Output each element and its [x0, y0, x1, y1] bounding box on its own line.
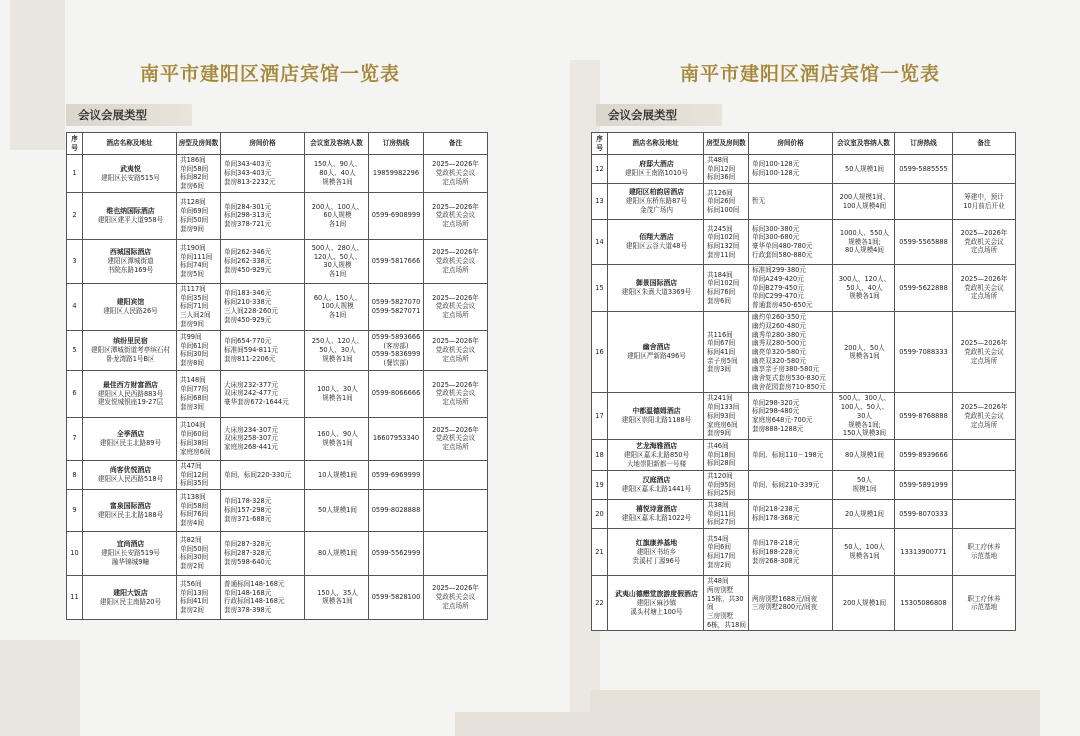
no-cell: 2 [67, 192, 83, 239]
price-cell: 单间284-301元 标间298-313元 套房378-721元 [221, 192, 305, 239]
hotel-name: 御景国际酒店 [635, 279, 678, 288]
note-cell: 2025—2026年 党政机关会议 定点场所 [953, 220, 1016, 265]
no-cell: 9 [67, 489, 83, 531]
hotel-name: 建阳区柏韵居酒店 [628, 188, 685, 197]
meet-cell: 200人、50人 规模各1间 [833, 312, 895, 393]
phone-cell: 0599-5893666 (客房部) 0599-5836999 (餐饮部) [369, 330, 424, 370]
column-header: 房型及房间数 [704, 133, 749, 155]
rooms-cell: 共47间 单间12间 标间35间 [177, 460, 221, 489]
section-badge: 会议会展类型 [66, 104, 192, 126]
note-cell: 2025—2026年 党政机关会议 定点场所 [953, 393, 1016, 440]
price-cell: 单间100-128元 标间100-128元 [749, 155, 833, 184]
phone-cell: 0599-8070333 [895, 500, 953, 529]
column-header: 序号 [67, 133, 83, 155]
table-row [592, 312, 1016, 393]
hotel-cell [608, 220, 704, 265]
meet-cell: 150人、90人、 80人、40人 规模各1间 [305, 155, 369, 193]
hotel-cell [83, 330, 177, 370]
hotel-name: 富泉国际酒店 [109, 501, 152, 510]
hotel-address: 建阳区长安路515号 [101, 173, 160, 182]
rooms-cell: 共241间 单间133间 标间93间 家庭房6间 套房9间 [704, 393, 749, 440]
no-cell: 8 [67, 460, 83, 489]
hotel-cell [83, 489, 177, 531]
phone-cell: 0599-5828100 [369, 575, 424, 619]
note-cell: 职工疗休养 示范基地 [953, 529, 1016, 576]
no-cell: 17 [592, 393, 608, 440]
meet-cell: 500人、300人、 100人、50人、 30人 规模各1间; 150人规模3间 [833, 393, 895, 440]
hotel-table [591, 132, 1016, 631]
table-row [592, 470, 1016, 499]
table-header-row [67, 133, 488, 155]
hotel-address: 建阳区东桥东路87号 金茂广场内 [625, 197, 688, 215]
hotel-address: 建阳区建平大道958号 [97, 216, 164, 225]
hotel-cell [608, 529, 704, 576]
rooms-cell: 共126间 单间26间 标间100间 [704, 184, 749, 220]
no-cell: 13 [592, 184, 608, 220]
note-cell [424, 531, 488, 575]
price-cell: 大床房234-307元 双床房258-307元 家庭房268-441元 [221, 417, 305, 460]
hotel-cell [83, 239, 177, 283]
note-cell: 职工疗休养 示范基地 [953, 576, 1016, 631]
column-header: 序号 [592, 133, 608, 155]
hotel-name: 中都温德姆酒店 [632, 407, 681, 416]
rooms-cell: 共99间 单间61间 标间30间 套房8间 [177, 330, 221, 370]
column-header: 订房热线 [895, 133, 953, 155]
price-cell: 标准间299-380元 单间A249-420元 单间B279-450元 单间C299-470元 普通套房450-650元 [749, 265, 833, 312]
table-row [67, 283, 488, 330]
hotel-name: 汉庭酒店 [642, 476, 671, 485]
hotel-cell [608, 312, 704, 393]
no-cell: 11 [67, 575, 83, 619]
table-row [592, 220, 1016, 265]
price-cell: 单间、标间210-339元 [749, 470, 833, 499]
column-header: 备注 [424, 133, 488, 155]
meet-cell: 80人规模1间 [305, 531, 369, 575]
hotel-address: 建阳区云谷大道48号 [625, 242, 688, 251]
no-cell: 12 [592, 155, 608, 184]
price-cell: 单间178-328元 标间157-298元 套房371-688元 [221, 489, 305, 531]
column-header: 酒店名称及地址 [83, 133, 177, 155]
hotel-cell [83, 575, 177, 619]
no-cell: 10 [67, 531, 83, 575]
phone-cell: 15305086808 [895, 576, 953, 631]
note-cell: 2025—2026年 党政机关会议 定点场所 [424, 239, 488, 283]
rooms-cell: 共116间 单间67间 标间41间 亲子房5间 套房3间 [704, 312, 749, 393]
no-cell: 22 [592, 576, 608, 631]
hotel-name: 佰翔大酒店 [639, 233, 674, 242]
hotel-address: 建阳区严新路496号 [627, 352, 686, 361]
meet-cell: 200人规模1间 [833, 576, 895, 631]
column-header: 房型及房间数 [177, 133, 221, 155]
hotel-cell [608, 500, 704, 529]
table-row [67, 155, 488, 193]
rooms-cell: 共104间 单间60间 标间38间 家庭房6间 [177, 417, 221, 460]
meet-cell: 500人、280人、 120人、50人、 30人规模 各1间 [305, 239, 369, 283]
hotel-cell [608, 576, 704, 631]
table-row [67, 192, 488, 239]
column-header: 房间价格 [749, 133, 833, 155]
price-cell: 单间343-403元 标间343-403元 套房813-2232元 [221, 155, 305, 193]
table-row [592, 576, 1016, 631]
hotel-name: 全季酒店 [116, 429, 145, 438]
rooms-cell: 共245间 单间102间 标间132间 套房11间 [704, 220, 749, 265]
phone-cell: 19859982296 [369, 155, 424, 193]
meet-cell: 50人、100人 规模各1间 [833, 529, 895, 576]
no-cell: 3 [67, 239, 83, 283]
meet-cell: 50人 规模1间 [833, 470, 895, 499]
table-row [592, 393, 1016, 440]
note-cell [953, 500, 1016, 529]
rooms-cell: 共48间 单间12间 标间36间 [704, 155, 749, 184]
meet-cell: 60人、150人、 100人规模 各1间 [305, 283, 369, 330]
rooms-cell: 共190间 单间111间 标间74间 套房5间 [177, 239, 221, 283]
rooms-cell: 共120间 单间95间 标间25间 [704, 470, 749, 499]
hotel-address: 建阳区麻沙镇 溪头村塘上100号 [630, 599, 683, 616]
rooms-cell: 共186间 单间58间 标间82间 套房6间 [177, 155, 221, 193]
phone-cell: 0599-5817666 [369, 239, 424, 283]
price-cell: 暂无 [749, 184, 833, 220]
phone-cell: 0599-7088333 [895, 312, 953, 393]
hotel-cell [83, 370, 177, 417]
hotel-address: 建阳区民主北路89号 [99, 439, 162, 448]
hotel-cell [83, 155, 177, 193]
price-cell: 普通标间148-168元 单间148-168元 行政标间148-168元 套房378-398元 [221, 575, 305, 619]
hotel-cell [83, 283, 177, 330]
note-cell: 筹建中，预计 10月前后开业 [953, 184, 1016, 220]
note-cell: 2025—2026年 党政机关会议 定点场所 [953, 265, 1016, 312]
hotel-address: 建阳区嘉禾北路1022号 [621, 514, 692, 523]
note-cell: 2025—2026年 党政机关会议 定点场所 [424, 417, 488, 460]
note-cell: 2025—2026年 党政机关会议 定点场所 [424, 330, 488, 370]
note-cell: 2025—2026年 党政机关会议 定点场所 [424, 155, 488, 193]
column-header: 酒店名称及地址 [608, 133, 704, 155]
hotel-cell [83, 192, 177, 239]
rooms-cell: 共54间 单间6间 标间17间 套房2间 [704, 529, 749, 576]
phone-cell: 0599-6908999 [369, 192, 424, 239]
hotel-name: 维也纳国际酒店 [106, 206, 155, 215]
rooms-cell: 共148间 单间77间 标间68间 套房3间 [177, 370, 221, 417]
table-row [592, 265, 1016, 312]
meet-cell: 200人规模1间、 100人规模4间 [833, 184, 895, 220]
table-row [67, 575, 488, 619]
hotel-address: 建阳区书坊乡 贵溪村丁源96号 [632, 548, 681, 565]
no-cell: 21 [592, 529, 608, 576]
hotel-name: 府邸大酒店 [639, 160, 674, 169]
rooms-cell: 共82间 单间50间 标间30间 套房2间 [177, 531, 221, 575]
meet-cell: 1000人、550人 规模各1间; 80人规模4间 [833, 220, 895, 265]
no-cell: 5 [67, 330, 83, 370]
hotel-cell [608, 393, 704, 440]
hotel-address: 建阳区潭城街道 书院东路169号 [107, 257, 154, 274]
note-cell: 2025—2026年 党政机关会议 定点场所 [424, 283, 488, 330]
phone-cell: 0599-5562999 [369, 531, 424, 575]
hotel-cell [608, 439, 704, 470]
note-cell [953, 155, 1016, 184]
hotel-table [66, 132, 488, 620]
no-cell: 1 [67, 155, 83, 193]
phone-cell: 0599-5565888 [895, 220, 953, 265]
note-cell: 2025—2026年 党政机关会议 定点场所 [424, 575, 488, 619]
phone-cell: 0599-5622888 [895, 265, 953, 312]
price-cell: 标间300-380元 单间300-680元 豪华单间480-780元 行政套间580-880元 [749, 220, 833, 265]
meet-cell: 250人、120人、 50人、30人 规模各1间 [305, 330, 369, 370]
column-header: 订房热线 [369, 133, 424, 155]
hotel-name: 建阳大饭店 [113, 588, 148, 597]
page-title: 南平市建阳区酒店宾馆一览表 [679, 63, 940, 85]
hotel-name: 宜尚酒店 [116, 540, 145, 549]
table-row [592, 155, 1016, 184]
no-cell: 14 [592, 220, 608, 265]
hotel-name: 尚客优悦酒店 [109, 465, 152, 474]
hotel-cell [83, 417, 177, 460]
meet-cell: 300人、120人、 50人、40人 规模各1间 [833, 265, 895, 312]
column-header: 备注 [953, 133, 1016, 155]
meet-cell: 100人、30人 规模各1间 [305, 370, 369, 417]
phone-cell [895, 184, 953, 220]
hotel-name: 幽舍酒店 [642, 343, 671, 352]
hotel-cell [608, 155, 704, 184]
rooms-cell: 共38间 单间11间 标间27间 [704, 500, 749, 529]
hotel-cell [608, 265, 704, 312]
price-cell: 单间287-328元 标间287-328元 套房598-640元 [221, 531, 305, 575]
price-cell: 幽灼单260-350元 幽灼双260-480元 幽秀单280-380元 幽秀双280-500元 幽亮单320-580元 幽亮双320-580元 幽享亲子房380-580元 幽舍复式套房530-830元 幽舍花园套房710-850元 [749, 312, 833, 393]
hotel-address: 建阳区人民西路883号 建发悦城银座19-27层 [97, 389, 164, 407]
meet-cell: 20人规模1间 [833, 500, 895, 529]
phone-cell: 0599-5885555 [895, 155, 953, 184]
meet-cell: 50人规模1间 [305, 489, 369, 531]
price-cell: 单间262-346元 标间262-338元 套房450-929元 [221, 239, 305, 283]
page-title: 南平市建阳区酒店宾馆一览表 [139, 63, 400, 85]
hotel-name: 红旗康养基地 [635, 538, 678, 547]
meet-cell: 150人、35人 规模各1间 [305, 575, 369, 619]
note-cell [953, 470, 1016, 499]
hotel-address: 建阳区民主南路20号 [99, 597, 162, 606]
hotel-cell [83, 531, 177, 575]
hotel-address: 建阳区嘉禾北路850号 大地崇阳新都一号楼 [623, 450, 690, 468]
price-cell: 单间、标间110－198元 [749, 439, 833, 470]
column-header: 房间价格 [221, 133, 305, 155]
price-cell: 单间183-346元 标间210-338元 三人间228-260元 套房450-929元 [221, 283, 305, 330]
no-cell: 18 [592, 439, 608, 470]
hotel-cell [83, 460, 177, 489]
rooms-cell: 共48间 两房别墅 15栋，共30间 三房别墅 6栋，共18间 [704, 576, 749, 631]
note-cell [953, 439, 1016, 470]
note-cell [424, 489, 488, 531]
hotel-name: 武夷悦 [120, 164, 141, 173]
no-cell: 6 [67, 370, 83, 417]
price-cell: 单间、标间220-330元 [221, 460, 305, 489]
table-row [67, 370, 488, 417]
price-cell: 单间218-238元 标间178-368元 [749, 500, 833, 529]
meet-cell: 160人、90人 规模各1间 [305, 417, 369, 460]
no-cell: 16 [592, 312, 608, 393]
hotel-address: 建阳区崇阳北路1188号 [621, 416, 692, 425]
table-row [592, 500, 1016, 529]
table-row [67, 239, 488, 283]
rooms-cell: 共56间 单间13间 标间41间 套房2间 [177, 575, 221, 619]
phone-cell: 0599-8768888 [895, 393, 953, 440]
phone-cell: 0599-8939666 [895, 439, 953, 470]
note-cell [424, 460, 488, 489]
table-row [592, 184, 1016, 220]
price-cell: 大床房232-377元 双床房242-477元 豪华套房672-1644元 [221, 370, 305, 417]
hotel-address: 建阳区人民路26号 [103, 307, 158, 316]
note-cell: 2025—2026年 党政机关会议 定点场所 [953, 312, 1016, 393]
hotel-cell [608, 470, 704, 499]
hotel-cell [608, 184, 704, 220]
hotel-name: 艺龙海雅酒店 [635, 441, 678, 450]
hotel-address: 建阳区潭城街道考亭缤石村 卧龙湾路1号B区 [90, 346, 171, 363]
price-cell: 单间654-770元 标准间594-811元 套房811-2206元 [221, 330, 305, 370]
rooms-cell: 共138间 单间58间 标间76间 套房4间 [177, 489, 221, 531]
phone-cell: 13313900771 [895, 529, 953, 576]
table-row [67, 531, 488, 575]
section-badge: 会议会展类型 [596, 104, 722, 126]
hotel-address: 建阳区长安路519号 融华锦城9幢 [101, 549, 160, 566]
table-row [67, 489, 488, 531]
price-cell: 两房别墅1688元/间夜 三房别墅2800元/间夜 [749, 576, 833, 631]
hotel-address: 建阳区王南路1010号 [625, 169, 688, 178]
no-cell: 15 [592, 265, 608, 312]
hotel-name: 建阳宾馆 [116, 297, 145, 306]
hotel-address: 建阳区朱熹大道3369号 [621, 288, 692, 297]
right-page [540, 0, 1080, 736]
no-cell: 7 [67, 417, 83, 460]
phone-cell: 0599-6969999 [369, 460, 424, 489]
no-cell: 19 [592, 470, 608, 499]
hotel-address: 建阳区嘉禾北路1441号 [621, 485, 692, 494]
table-header-row [592, 133, 1016, 155]
hotel-address: 建阳区民主北路188号 [97, 510, 164, 519]
table-row [592, 529, 1016, 576]
hotel-name: 最佳西方财富酒店 [102, 380, 159, 389]
rooms-cell: 共46间 单间18间 标间28间 [704, 439, 749, 470]
table-row [67, 330, 488, 370]
phone-cell: 0599-8028888 [369, 489, 424, 531]
meet-cell: 200人、100人、 60人规模 各1间 [305, 192, 369, 239]
column-header: 会议室及容纳人数 [305, 133, 369, 155]
meet-cell: 50人规模1间 [833, 155, 895, 184]
hotel-name: 西城国际酒店 [109, 248, 152, 257]
price-cell: 单间178-218元 标间188-228元 套房268-308元 [749, 529, 833, 576]
rooms-cell: 共184间 单间102间 标间76间 套房6间 [704, 265, 749, 312]
rooms-cell: 共117间 单间35间 标间71间 三人间2间 套房9间 [177, 283, 221, 330]
rooms-cell: 共128间 单间69间 标间50间 套房9间 [177, 192, 221, 239]
hotel-name: 武夷山德懋堂旅游度假酒店 [615, 590, 698, 599]
meet-cell: 10人规模1间 [305, 460, 369, 489]
hotel-name: 禧悦诗意酒店 [635, 505, 678, 514]
hotel-address: 建阳区人民西路518号 [97, 475, 164, 484]
no-cell: 20 [592, 500, 608, 529]
note-cell: 2025—2026年 党政机关会议 定点场所 [424, 192, 488, 239]
table-row [67, 460, 488, 489]
column-header: 会议室及容纳人数 [833, 133, 895, 155]
table-row [592, 439, 1016, 470]
no-cell: 4 [67, 283, 83, 330]
phone-cell: 0599-8066666 [369, 370, 424, 417]
note-cell: 2025—2026年 党政机关会议 定点场所 [424, 370, 488, 417]
meet-cell: 80人规模1间 [833, 439, 895, 470]
phone-cell: 16607953340 [369, 417, 424, 460]
phone-cell: 0599-5827070 0599-5827071 [369, 283, 424, 330]
price-cell: 单间298-320元 标间298-480元 家庭房648元-700元 套房888-1288元 [749, 393, 833, 440]
phone-cell: 0599-5891999 [895, 470, 953, 499]
hotel-name: 缤纷里民宿 [113, 337, 148, 346]
table-row [67, 417, 488, 460]
